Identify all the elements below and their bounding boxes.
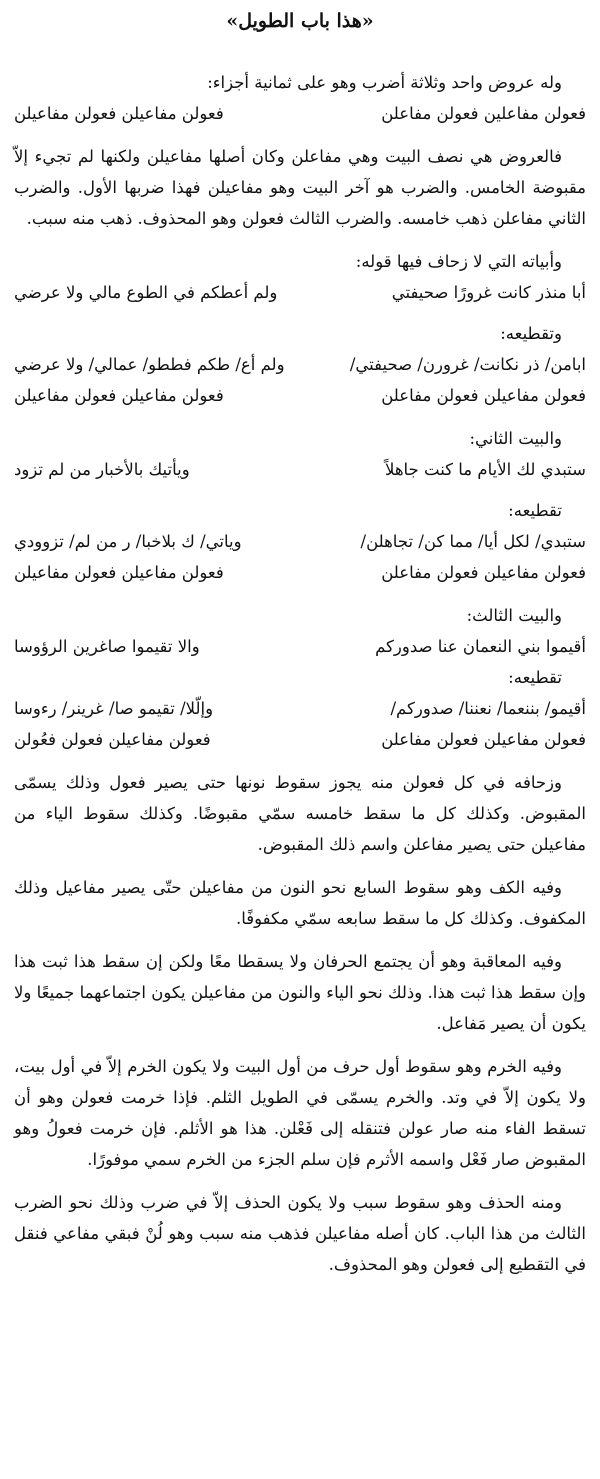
verse-2-second-hemistich: ويأتيك بالأخبار من لم تزود: [14, 460, 190, 479]
paragraph-hadhf: ومنه الحذف وهو سقوط سبب ولا يكون الحذف إلاّ في ضرب وذلك نحو الضرب الثالث من هذا الباب. كان أصله مفاعيلن فذهب منه سبب وهو لُنْ فبقي مفاعي فنقل في التقطيع إلى فعولن وهو المحذوف.: [14, 1193, 586, 1274]
meter-scheme-first-half: فعولن مفاعلين فعولن مفاعلن: [381, 104, 586, 123]
verse-2-heading: والبيت الثاني:: [469, 429, 562, 448]
verse-1-scansion: [14, 349, 586, 380]
verse-3-feet-second: فعولن مفاعيلن فعولن فعُولن: [14, 730, 211, 749]
verse-1-scansion-second: ولم أع/ طكم فططو/ عمالي/ ولا عرضي: [14, 355, 285, 374]
verse-1-scansion-first: ابامن/ ذر نكانت/ غرورن/ صحيفتي/: [349, 355, 586, 374]
meter-scheme-row: [14, 98, 586, 129]
verse-3-scansion-label: تقطيعه:: [508, 668, 562, 687]
verse-2-feet: [14, 557, 586, 588]
intro-section: [14, 67, 586, 129]
meter-scheme-second-half: فعولن مفاعيلن فعولن مفاعيلن: [14, 104, 224, 123]
paragraph-qabd: وزحافه في كل فعولن منه يجوز سقوط نونها حتى يصير فعول وذلك يسمّى المقبوض. وكذلك كل ما سقط خامسه سمّي مقبوضًا. وكذلك سقوط الياء من مفاعيلن حتى يصير مفاعلن واسم ذلك المقبوض.: [14, 773, 586, 854]
verse-2-scansion-second: وياتي/ ك بلاخبا/ ر من لم/ تزوودي: [14, 532, 242, 551]
verse-1-second-hemistich: ولم أعطكم في الطوع مالي ولا عرضي: [14, 283, 278, 302]
verse-2-first-hemistich: ستبدي لك الأيام ما كنت جاهلاً: [384, 460, 586, 479]
verse-1-scansion-label: وتقطيعه:: [500, 324, 562, 343]
verse-3-feet: [14, 724, 586, 755]
verse-1-feet-second: فعولن مفاعيلن فعولن مفاعيلن: [14, 386, 224, 405]
verse-2-scansion: [14, 526, 586, 557]
verse-3-feet-first: فعولن مفاعيلن فعولن مفاعلن: [381, 730, 586, 749]
verse-2-section: [14, 423, 586, 588]
verse-3-scansion-second: وإلّلا/ تقيمو صا/ غرينر/ رءوسا: [14, 699, 214, 718]
paragraph-kaff: وفيه الكف وهو سقوط السابع نحو النون من مفاعيلن حتّى يصير مفاعيل وذلك المكفوف. وكذلك كل ما سقط سابعه سمّي مكفوفًا.: [14, 878, 586, 928]
verse-1: [14, 277, 586, 308]
verse-2-feet-second: فعولن مفاعيلن فعولن مفاعيلن: [14, 563, 224, 582]
verse-1-feet-first: فعولن مفاعيلن فعولن مفاعلن: [381, 386, 586, 405]
verse-2-scansion-label: تقطيعه:: [508, 501, 562, 520]
verse-2: [14, 454, 586, 485]
verse-3-scansion-first: أقيمو/ بننعما/ نعننا/ صدوركم/: [390, 699, 586, 718]
paragraph-kharm: وفيه الخرم وهو سقوط أول حرف من أول البيت ولا يكون الخرم إلاّ في أول بيت، ولا يكون إلاّ في وتد. والخرم يسمّى في الطويل الثلم. فإذا خرمت فعولن وهو أن تسقط الفاء منه صار عولن فتنقله إلى فَعْلن. هذا هو الأثلم. فإن خرمت فعولُ وهو المقبوض صار فَعْل واسمه الأثرم فإن سلم الجزء من الخرم سمي موفورًا.: [14, 1057, 586, 1169]
paragraph-muaqaba: وفيه المعاقبة وهو أن يجتمع الحرفان ولا يسقطا معًا ولكن إن سقط هذا ثبت هذا وإن سقط هذا ثبت هذا. وذلك نحو الياء والنون من مفاعيلن يكون اجتماعهما جميعًا ولا يكون أن يصير مَفاعل.: [14, 952, 586, 1033]
verse-3: [14, 631, 586, 662]
verse-1-section: [14, 246, 586, 411]
verse-3-scansion: [14, 693, 586, 724]
page-title: «هذا باب الطويل»: [226, 10, 374, 32]
verse-2-feet-first: فعولن مفاعيلن فعولن مفاعلن: [381, 563, 586, 582]
verse-3-second-hemistich: والا تقيموا صاغرين الرؤوسا: [14, 637, 200, 656]
verse-2-scansion-first: ستبدي/ لكل أيا/ مما كن/ تجاهلن/: [360, 532, 586, 551]
paragraph-arud-darb: فالعروض هي نصف البيت وهي مفاعلن وكان أصلها مفاعيلن ولكنها لم تجيء إلاّ مقبوضة الخامس. والضرب هو آخر البيت وهو مفاعيلن فهذا ضربها الأول. والضرب الثاني مفاعلن ذهب خامسه. والضرب الثالث فعولن وهو المحذوف. ذهب منه سبب.: [14, 147, 586, 228]
verse-3-section: [14, 600, 586, 755]
intro-text: وله عروض واحد وثلاثة أضرب وهو على ثمانية أجزاء:: [207, 73, 562, 92]
verse-1-first-hemistich: أبا منذر كانت غرورًا صحيفتي: [391, 283, 586, 302]
verse-3-heading: والبيت الثالث:: [466, 606, 562, 625]
verse-1-feet: [14, 380, 586, 411]
verse-3-first-hemistich: أقيموا بني النعمان عنا صدوركم: [375, 637, 586, 656]
verses-intro: وأبياته التي لا زحاف فيها قوله:: [355, 252, 562, 271]
